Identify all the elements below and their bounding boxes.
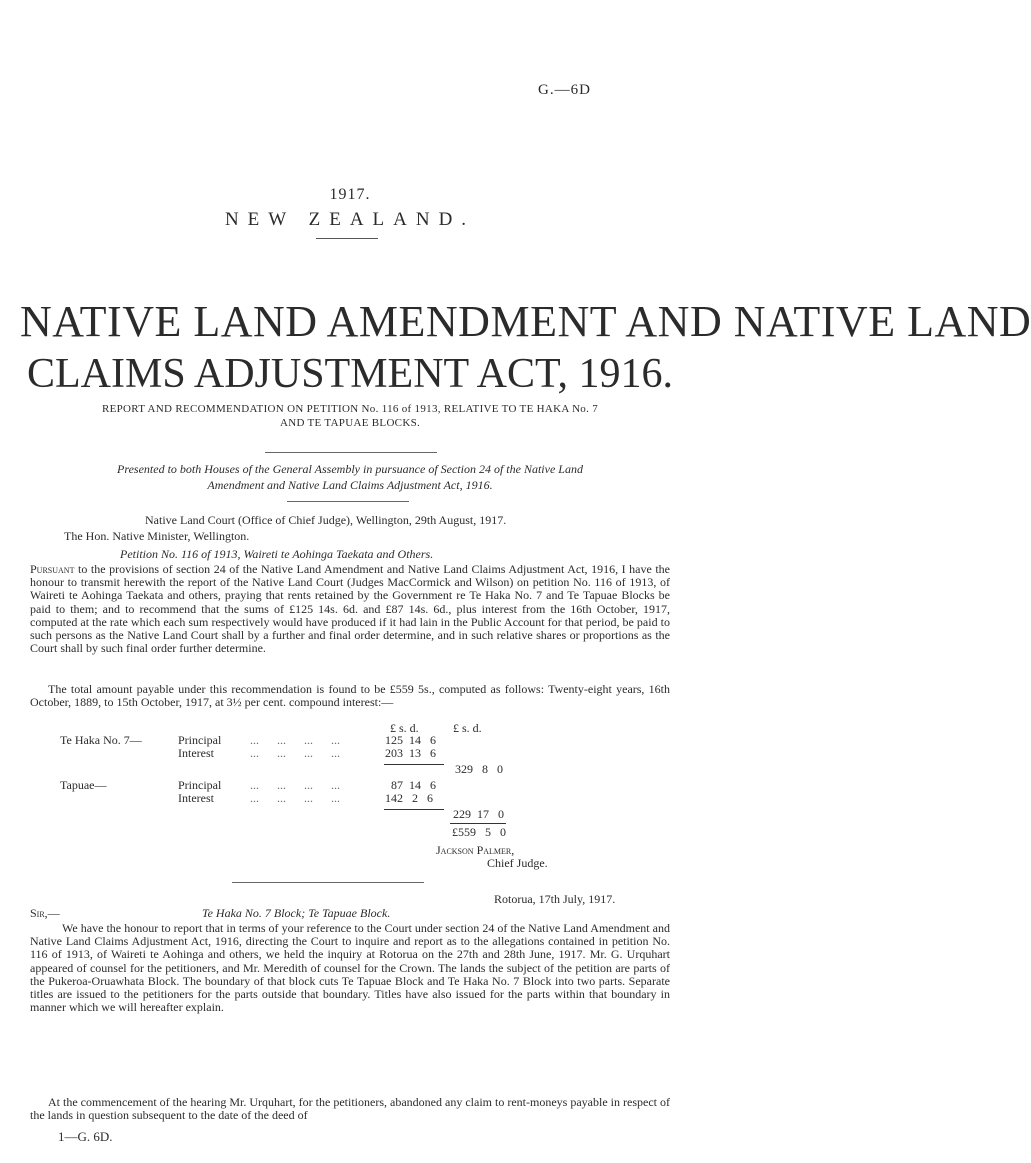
- paragraph-lead-word: Pursuant: [30, 562, 75, 576]
- signature-title: Chief Judge.: [487, 856, 548, 870]
- sum-rule: [384, 809, 444, 810]
- signature-mark: 1—G. 6D.: [58, 1129, 113, 1144]
- table-row-item: Principal: [178, 733, 222, 747]
- letter-subject: Petition No. 116 of 1913, Waireti te Aohinga Taekata and Others.: [120, 547, 434, 561]
- table-row-amount: 87 14 6: [391, 778, 436, 792]
- leader-dots: ... ... ... ...: [250, 733, 340, 747]
- title-line-2: CLAIMS ADJUSTMENT ACT, 1916.: [26, 351, 674, 397]
- table-row-item: Interest: [178, 791, 214, 805]
- letter2-subject: Te Haka No. 7 Block; Te Tapuae Block.: [202, 906, 391, 920]
- column-head-amount: £ s. d.: [390, 721, 419, 735]
- presentation-line-2: Amendment and Native Land Claims Adjustment Act, 1916.: [207, 478, 493, 492]
- divider-rule: [232, 882, 424, 883]
- subheading-line-2: AND TE TAPUAE BLOCKS.: [279, 417, 421, 429]
- leader-dots: ... ... ... ...: [250, 746, 340, 760]
- letter2-dateline: Rotorua, 17th July, 1917.: [494, 892, 616, 906]
- country-heading: NEW ZEALAND.: [224, 209, 476, 230]
- letter-paragraph-2: The total amount payable under this recommendation is found to be £559 5s., computed as follows: Twenty-eight years, 16th October, 1889, to 15th October, 1917, at 3½ per cent. compound interest:—: [30, 682, 670, 710]
- letter2-salutation: Sir,—: [30, 906, 60, 920]
- grand-total: £559 5 0: [452, 825, 506, 839]
- sum-rule: [384, 764, 444, 765]
- table-row-amount: 142 2 6: [385, 791, 433, 805]
- document-year: 1917.: [329, 186, 371, 203]
- table-row-block: Te Haka No. 7—: [60, 733, 142, 747]
- document-reference: G.—6D: [538, 82, 591, 98]
- signature-name: Jackson Palmer,: [436, 843, 515, 857]
- leader-dots: ... ... ... ...: [250, 778, 340, 792]
- letter2-paragraph-2: At the commencement of the hearing Mr. Urquhart, for the petitioners, abandoned any claim to rent-moneys payable in respect of the lands in question subsequent to the date of the deed of: [30, 1095, 670, 1123]
- table-row-item: Interest: [178, 746, 214, 760]
- table-row-total: 229 17 0: [453, 807, 504, 821]
- table-row-total: 329 8 0: [455, 762, 503, 776]
- table-row-amount: 125 14 6: [385, 733, 436, 747]
- title-line-1: NATIVE LAND AMENDMENT AND NATIVE LAND: [20, 297, 1031, 346]
- letter-dateline: Native Land Court (Office of Chief Judge), Wellington, 29th August, 1917.: [145, 513, 507, 527]
- sum-rule: [450, 823, 506, 824]
- subheading-line-1: REPORT AND RECOMMENDATION ON PETITION No. 116 of 1913, RELATIVE TO TE HAKA No. 7: [101, 403, 599, 415]
- letter-addressee: The Hon. Native Minister, Wellington.: [64, 529, 250, 543]
- table-row-block: Tapuae—: [60, 778, 107, 792]
- table-row-amount: 203 13 6: [385, 746, 436, 760]
- presentation-line-1: Presented to both Houses of the General Assembly in pursuance of Section 24 of the Native Land: [117, 462, 583, 476]
- column-head-total: £ s. d.: [453, 721, 482, 735]
- table-row-item: Principal: [178, 778, 222, 792]
- leader-dots: ... ... ... ...: [250, 791, 340, 805]
- letter2-paragraph-1: We have the honour to report that in terms of your reference to the Court under section 24 of the Native Land Amendment and Native Land Claims Adjustment Act, 1916, directing the Court to inquire and report as to the allegations contained in petition No. 116 of 1913, of Waireti te Aohinga and others, we held the inquiry at Rotorua on the 27th and 28th June, 1917. Mr. G. Urquhart appeared of counsel for the petitioners, and Mr. Meredith of counsel for the Crown. The lands the subject of the petition are parts of the Pukeroa-Oruawhata Block. The boundary of that block cuts Te Tapuae Block and Te Haka No. 7 Block into two parts. Separate titles are issued to the petitioners for the parts outside that boundary. Titles have also issued for the parts within that boundary in manner which we will hereafter explain.: [30, 921, 670, 1015]
- paragraph-text: to the provisions of section 24 of the Native Land Amendment and Native Land Claims Adjustment Act, 1916, I have the honour to transmit herewith the report of the Native Land Court (Judges MacCormick and Wilson) on petition No. 116 of 1913, of Waireti te Aohinga Taekata and others, praying that rents retained by the Government re Te Haka No. 7 and Te Tapuae Blocks be paid to them; and to recommend that the sums of £125 14s. 6d. and £87 14s. 6d., plus interest from the 16th October, 1917, computed at the rate which each sum respectively would have produced if it had lain in the Public Account for that period, be paid to such persons as the Native Land Court shall by a further and final order determine, and in such relative shares or proportions as the Court shall by such final order further determine.: [30, 562, 670, 656]
